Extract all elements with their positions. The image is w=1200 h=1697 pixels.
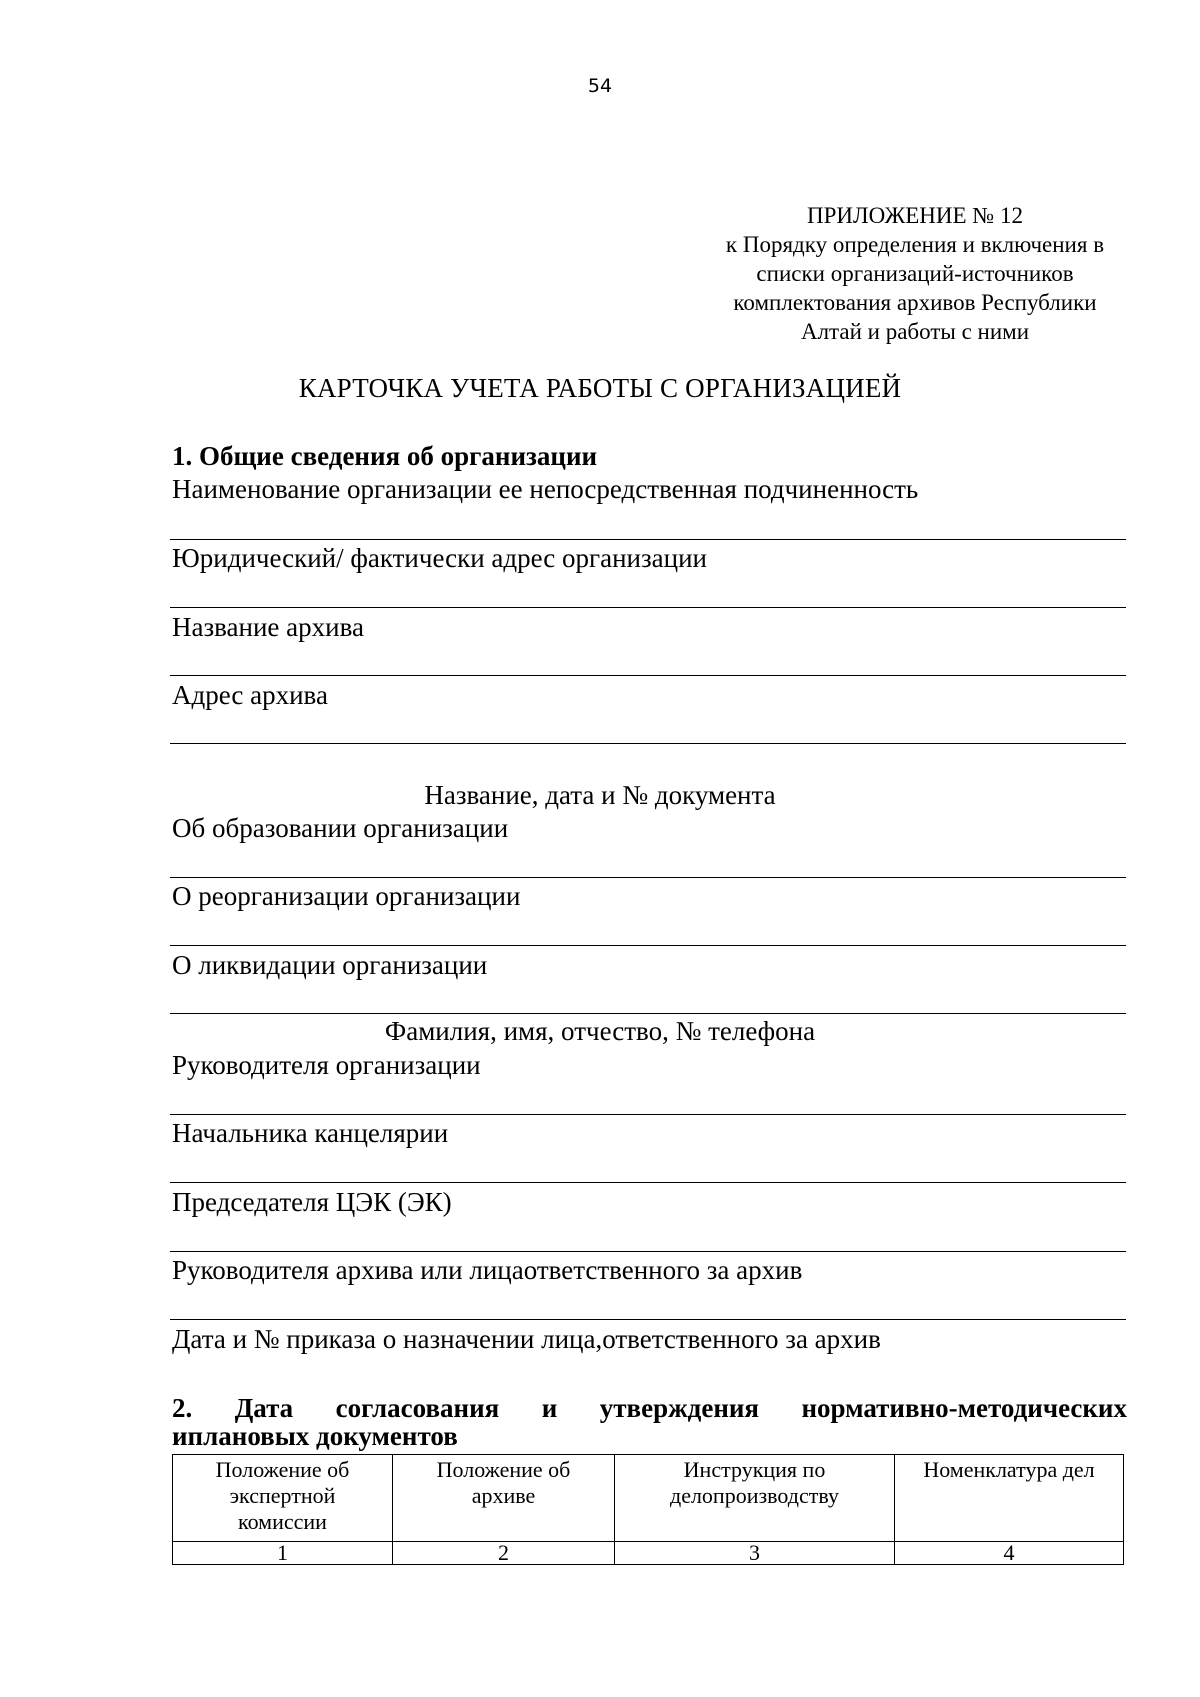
- field-rule: [170, 1013, 1126, 1014]
- header-text: Положение об: [215, 1457, 350, 1482]
- field-rule: [170, 539, 1126, 540]
- field-rule: [170, 945, 1126, 946]
- field-rule: [170, 675, 1126, 676]
- plans-table: [172, 1454, 1124, 1565]
- section2-heading: [172, 1394, 1127, 1450]
- field-doc-liquidation: О ликвидации организации: [172, 950, 488, 980]
- appendix-line: Алтай и работы с ними: [800, 319, 1030, 344]
- field-person-head: Руководителя организации: [172, 1050, 481, 1080]
- card-title: КАРТОЧКА УЧЕТА РАБОТЫ С ОРГАНИЗАЦИЕЙ: [298, 373, 902, 403]
- field-rule: [170, 1319, 1126, 1320]
- appendix-line: комплектования архивов Республики: [733, 290, 1097, 315]
- section2-word: нормативно-методических: [801, 1393, 1127, 1423]
- section2-word: 2.: [172, 1393, 193, 1423]
- header-text: архиве: [471, 1483, 536, 1508]
- field-doc-reorganization: О реорганизации организации: [172, 881, 521, 911]
- header-cell-nomenclature: [895, 1455, 1124, 1542]
- number-cell: 3: [615, 1542, 895, 1565]
- header-text: экспертной: [229, 1483, 336, 1508]
- documents-heading: Название, дата и № документа: [424, 780, 776, 810]
- header-cell-commission: [173, 1455, 393, 1542]
- appendix-line: списки организаций-источников: [756, 261, 1074, 286]
- field-archive-address: Адрес архива: [172, 680, 328, 710]
- field-rule: [170, 607, 1126, 608]
- header-text: Инструкция по: [683, 1457, 826, 1482]
- field-doc-formation: Об образовании организации: [172, 813, 509, 843]
- appendix-block: [700, 201, 1130, 346]
- persons-heading: Фамилия, имя, отчество, № телефона: [384, 1016, 816, 1046]
- number-cell: 4: [895, 1542, 1124, 1565]
- appendix-line: к Порядку определения и включения в: [725, 232, 1105, 257]
- field-rule: [170, 1114, 1126, 1115]
- field-person-archive: Руководителя архива или лицаответственного за архив: [172, 1255, 803, 1285]
- section2-word: Дата: [234, 1393, 294, 1423]
- field-org-name: Наименование организации ее непосредственная подчиненность: [172, 474, 919, 504]
- section2-word: согласования: [335, 1393, 500, 1423]
- header-text: комиссии: [238, 1509, 327, 1534]
- field-rule: [170, 877, 1126, 878]
- header-cell-instruction: [615, 1455, 895, 1542]
- field-rule: [170, 1182, 1126, 1183]
- header-text: делопроизводству: [670, 1483, 839, 1508]
- field-order: Дата и № приказа о назначении лица,ответственного за архив: [172, 1324, 881, 1354]
- section1-heading: 1. Общие сведения об организации: [172, 441, 598, 471]
- field-rule: [170, 743, 1126, 744]
- field-rule: [170, 1251, 1126, 1252]
- field-person-commission: Председателя ЦЭК (ЭК): [172, 1187, 452, 1217]
- appendix-line: ПРИЛОЖЕНИЕ № 12: [806, 203, 1024, 228]
- section2-word: и: [541, 1393, 558, 1423]
- table-number-row: [173, 1542, 1124, 1565]
- section2-heading-line2: иплановых документов: [172, 1421, 458, 1451]
- header-cell-archive: [393, 1455, 615, 1542]
- field-org-address: Юридический/ фактически адрес организации: [172, 543, 707, 573]
- number-cell: 1: [173, 1542, 393, 1565]
- table-header-row: [173, 1455, 1124, 1542]
- header-text: Номенклатура дел: [923, 1457, 1095, 1482]
- number-cell: 2: [393, 1542, 615, 1565]
- header-text: Положение об: [436, 1457, 571, 1482]
- section2-word: утверждения: [599, 1393, 760, 1423]
- page-number: 54: [587, 75, 613, 97]
- field-person-office: Начальника канцелярии: [172, 1118, 449, 1148]
- field-archive-name: Название архива: [172, 612, 364, 642]
